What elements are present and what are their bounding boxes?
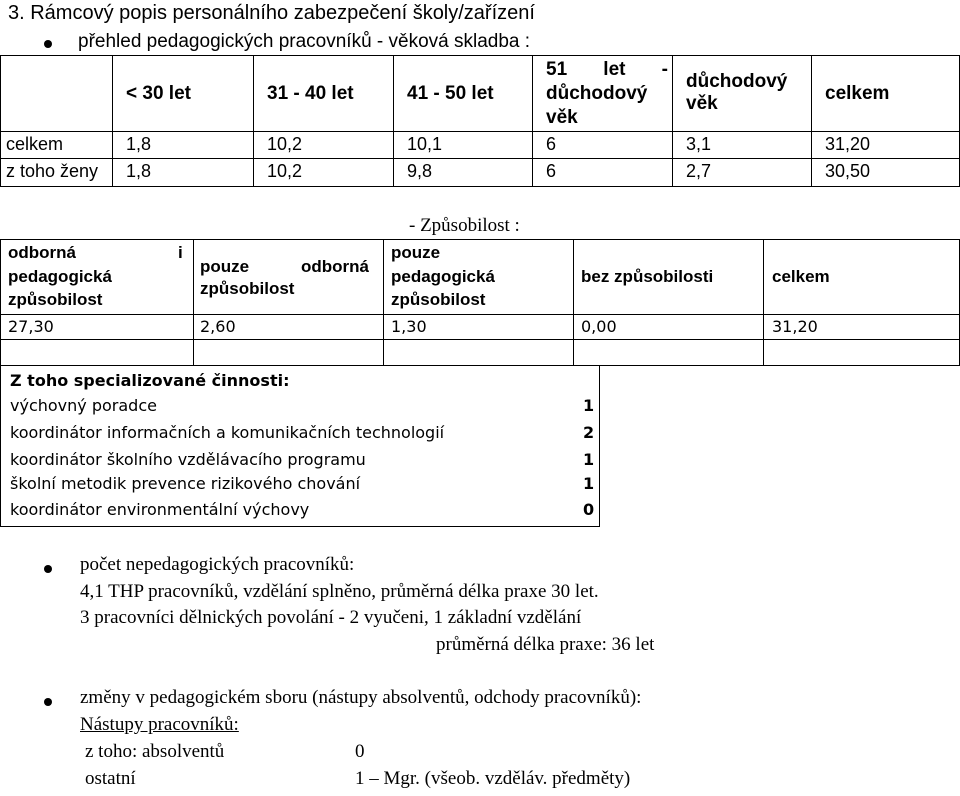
list-item-count: 0 [583, 500, 595, 519]
cell-total: 30,50 [825, 161, 871, 181]
cell-41-50: 9,8 [407, 161, 433, 181]
nonteaching-line: 3 pracovníci dělnických povolání - 2 vyučeni, 1 základní vzdělání [80, 607, 582, 628]
qual-header-3-line1: pouze [391, 243, 441, 262]
header-41-50: 41 - 50 let [407, 83, 494, 104]
cell-retirement: 3,1 [686, 134, 712, 154]
header-31-40: 31 - 40 let [267, 83, 354, 104]
qual-header-3-line2: pedagogická [391, 267, 495, 286]
bullet-icon [44, 698, 52, 706]
qual-header-5: celkem [772, 267, 830, 286]
cell-under-30: 1,8 [126, 161, 152, 181]
qual-header-2-line2: způsobilost [200, 279, 295, 298]
nonteaching-heading: počet nepedagogických pracovníků: [80, 554, 355, 575]
qual-value: 31,20 [772, 317, 818, 336]
bullet-icon [44, 565, 52, 573]
list-item: koordinátor informačních a komunikačních technologií [10, 423, 445, 442]
header-51-line2: důchodový [546, 83, 648, 104]
qual-value: 27,30 [8, 317, 54, 336]
changes-row-label: ostatní [85, 768, 136, 789]
nonteaching-line: 4,1 THP pracovníků, vzdělání splněno, průměrná délka praxe 30 let. [80, 581, 599, 602]
row-label: celkem [6, 134, 64, 154]
age-structure-heading: přehled pedagogických pracovníků - věková skladba : [78, 31, 531, 52]
qual-header-1-line1: odborná [8, 243, 76, 262]
page-title: 3. Rámcový popis personálního zabezpečení školy/zařízení [8, 2, 535, 24]
qual-header-2-line1b: odborná [301, 257, 369, 276]
header-51-line3: věk [546, 107, 578, 128]
qualification-heading: - Způsobilost : [409, 215, 520, 236]
qual-header-4: bez způsobilosti [581, 267, 714, 286]
header-total: celkem [825, 83, 890, 104]
specialized-heading: Z toho specializované činnosti: [10, 371, 290, 390]
list-item: výchovný poradce [10, 396, 157, 415]
list-item-count: 2 [583, 423, 595, 442]
cell-31-40: 10,2 [267, 134, 303, 154]
bullet-icon [44, 40, 52, 48]
changes-row-value: 0 [355, 741, 365, 762]
row-label: z toho ženy [6, 161, 99, 181]
changes-row-value: 1 – Mgr. (všeob. vzděláv. předměty) [355, 768, 631, 789]
cell-41-50: 10,1 [407, 134, 443, 154]
qual-value: 0,00 [581, 317, 617, 336]
list-item-count: 1 [583, 450, 595, 469]
qual-value: 2,60 [200, 317, 236, 336]
cell-total: 31,20 [825, 134, 871, 154]
cell-retirement: 2,7 [686, 161, 712, 181]
changes-heading: změny v pedagogickém sboru (nástupy absolventů, odchody pracovníků): [80, 687, 642, 708]
header-51-line1: 51 let - [546, 59, 668, 80]
qual-header-1-line2: pedagogická [8, 267, 112, 286]
list-item: koordinátor školního vzdělávacího programu [10, 450, 366, 469]
cell-51: 6 [546, 161, 557, 181]
changes-row-label: z toho: absolventů [85, 741, 225, 762]
list-item: školní metodik prevence rizikového chování [10, 474, 361, 493]
cell-31-40: 10,2 [267, 161, 303, 181]
list-item: koordinátor environmentální výchovy [10, 500, 310, 519]
qual-value: 1,30 [391, 317, 427, 336]
qual-header-3-line3: způsobilost [391, 290, 486, 309]
cell-under-30: 1,8 [126, 134, 152, 154]
qual-header-2-line1a: pouze [200, 257, 250, 276]
nonteaching-line: průměrná délka praxe: 36 let [436, 634, 655, 655]
header-retirement-line2: věk [686, 93, 718, 114]
list-item-count: 1 [583, 474, 595, 493]
header-under-30: < 30 let [126, 83, 191, 104]
qual-header-1-line1b: i [178, 243, 183, 262]
header-retirement-line1: důchodový [686, 71, 788, 92]
cell-51: 6 [546, 134, 557, 154]
changes-subheading: Nástupy pracovníků: [80, 714, 239, 735]
list-item-count: 1 [583, 396, 595, 415]
qual-header-1-line3: způsobilost [8, 290, 103, 309]
